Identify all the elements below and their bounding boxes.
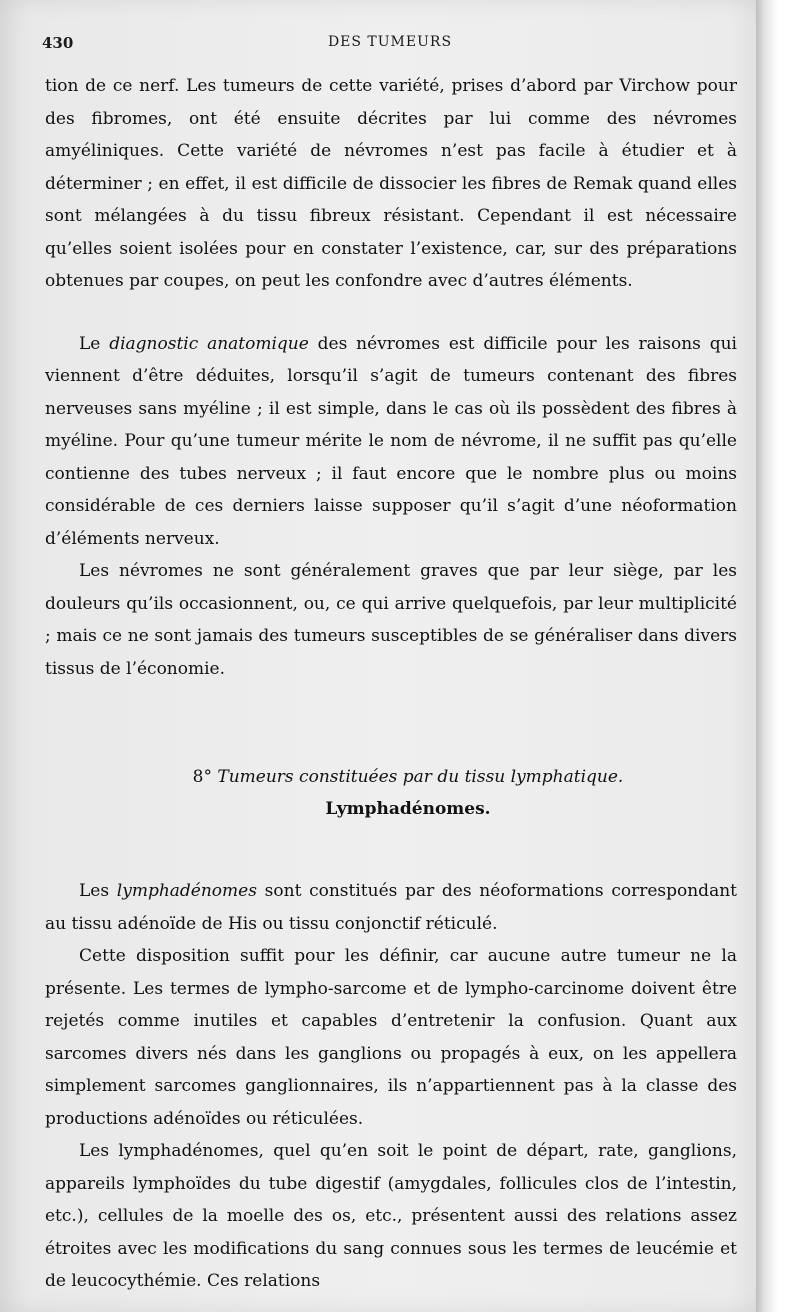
paragraph-4-prefix: Les	[79, 881, 117, 901]
paragraph-2-suffix: des névromes est difficile pour les raisons qui viennent d’être déduites, lorsqu’il s’agit de tumeurs contenant des fibres nerveuses sans myéline ; il est simple, dans le cas où ils possèdent des fibres à myéline. Pour qu’une tumeur mérite le nom de névrome, il ne suffit pas qu’elle contienne des tubes nerveux ; il faut encore que le nombre plus ou moins considérable de ces derniers laisse supposer qu’il s’agit d’une néoformation d’éléments nerveux.	[45, 333, 737, 549]
paragraph-4	[45, 875, 737, 940]
diagnostic-term: diagnostic anatomique	[109, 333, 309, 354]
section-body-gap	[45, 825, 737, 875]
section-subtitle: Lymphadénomes.	[325, 799, 491, 819]
section-gap	[45, 685, 737, 761]
page-text	[45, 70, 737, 1298]
paragraph-4-suffix: sont constitués par des néoformations correspondant au tissu adénoïde de His ou tissu conjonctif réticulé.	[45, 881, 737, 934]
paragraph-2	[45, 328, 737, 556]
paragraph-2-prefix: Le	[79, 333, 110, 354]
page-edge	[756, 0, 778, 1312]
lymphadenomes-term: lymphadénomes	[116, 881, 257, 901]
paragraph-1: tion de ce nerf. Les tumeurs de cette variété, prises d’abord par Virchow pour des fibromes, ont été ensuite décrites par lui comme des névromes amyéliniques. Cette variété de névromes n’est pas facile à étudier et à déterminer ; en effet, il est difficile de dissocier les fibres de Remak quand elles sont mélangées à du tissu fibreux résistant. Cependant il est nécessaire qu’elles soient isolées pour en constater l’existence, car, sur des préparations obtenues par coupes, on peut les confondre avec d’autres éléments.	[45, 76, 737, 291]
running-head: DES TUMEURS	[327, 34, 453, 50]
paragraph-gap	[45, 298, 737, 328]
page-number: 430	[42, 34, 74, 52]
page-header	[42, 34, 738, 58]
section-title-text: Tumeurs constituées par du tissu lymphatique.	[217, 767, 624, 787]
paragraph-5: Cette disposition suffit pour les définir, car aucune autre tumeur ne la présente. Les termes de lympho-sarcome et de lympho-carcinome doivent être rejetés comme inutiles et capables d’entretenir la confusion. Quant aux sarcomes divers nés dans les ganglions ou propagés à eux, on les appellera simplement sarcomes ganglionnaires, ils n’appartiennent pas à la classe des productions adénoïdes ou réticulées.	[45, 946, 737, 1129]
section-title	[45, 761, 737, 793]
section-number: 8°	[192, 767, 212, 787]
paragraph-6: Les lymphadénomes, quel qu’en soit le point de départ, rate, ganglions, appareils lymphoïdes du tube digestif (amygdales, follicules clos de l’intestin, etc.), cellules de la moelle des os, etc., présentent aussi des relations assez étroites avec les modifications du sang connues sous les termes de leucémie et de leucocythémie. Ces relations	[45, 1141, 737, 1291]
paragraph-3: Les névromes ne sont généralement graves que par leur siège, par les douleurs qu’ils occasionnent, ou, ce qui arrive quelquefois, par leur multiplicité ; mais ce ne sont jamais des tumeurs susceptibles de se généraliser dans divers tissus de l’économie.	[45, 561, 737, 679]
